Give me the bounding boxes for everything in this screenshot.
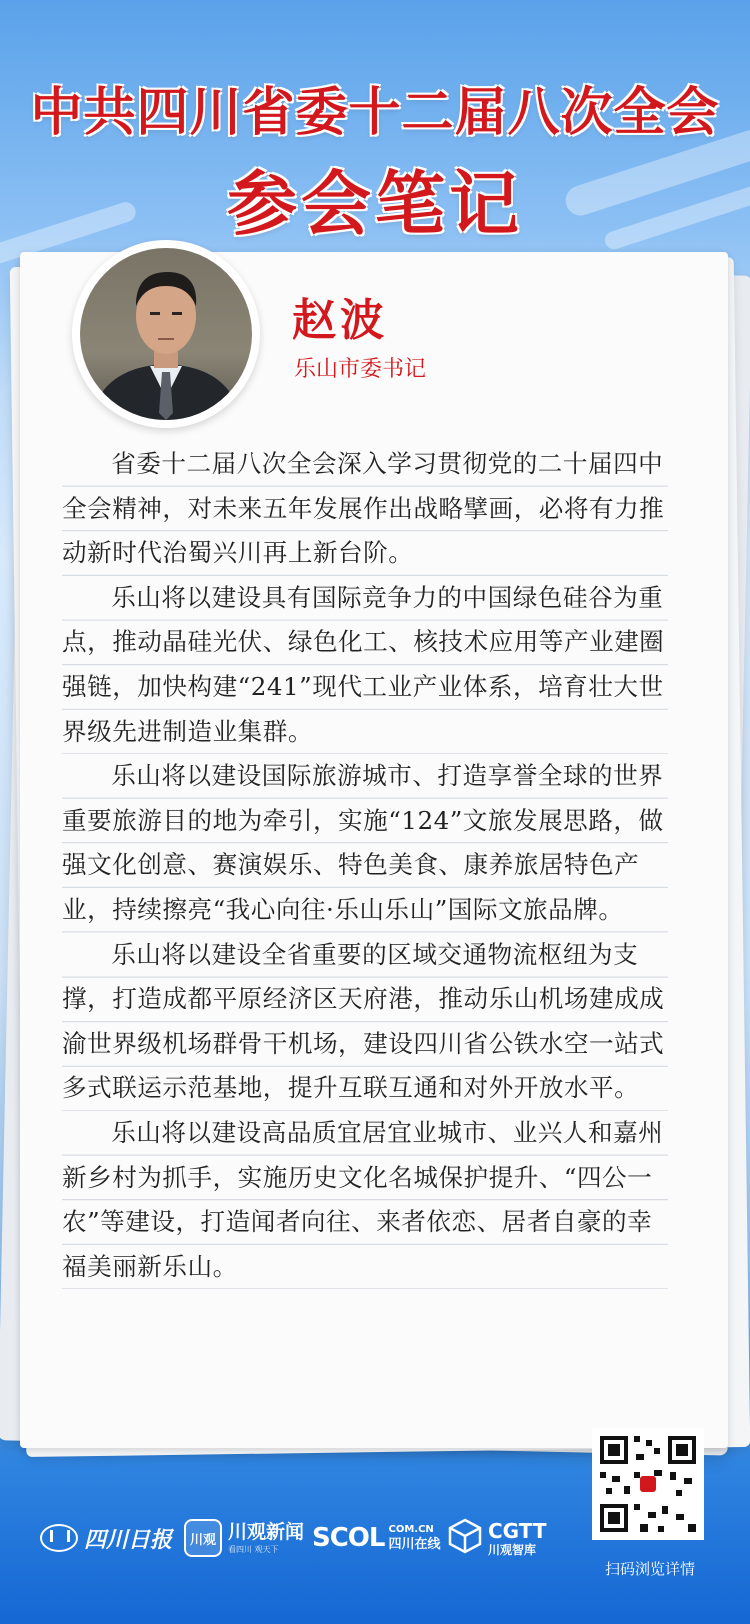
person-name: 赵波 — [292, 295, 388, 346]
scol-name: 四川在线 — [388, 1537, 441, 1552]
article-body — [62, 442, 668, 1289]
paragraph: 省委十二届八次全会深入学习贯彻党的二十届四中全会精神，对未来五年发展作出战略擘画，必将有力推动新时代治蜀兴川再上新台阶。 — [62, 442, 668, 576]
portrait-photo — [80, 248, 252, 420]
scol-logo — [312, 1518, 441, 1558]
qr-code[interactable] — [592, 1428, 704, 1540]
paragraph: 乐山将以建设具有国际竞争力的中国绿色硅谷为重点，推动晶硅光伏、绿色化工、核技术应用等产业建圈强链，加快构建“241”现代工业产业体系，培育壮大世界级先进制造业集群。 — [62, 576, 668, 754]
portrait-figure — [80, 248, 252, 420]
paragraph: 乐山将以建设全省重要的区域交通物流枢纽为支撑，打造成都平原经济区天府港，推动乐山机场建成成渝世界级机场群骨干机场，建设四川省公铁水空一站式多式联运示范基地，提升互联互通和对外开放水平。 — [62, 933, 668, 1111]
qr-code-icon — [592, 1428, 704, 1540]
sichuan-daily-logo — [40, 1518, 172, 1558]
scol-domain: COM.CN — [388, 1524, 434, 1535]
headline-notes: 参会笔记 — [227, 163, 523, 245]
sichuan-daily-text: 四川日报 — [84, 1526, 173, 1553]
paragraph: 乐山将以建设高品质宜居宜业城市、业兴人和嘉州新乡村为抓手，实施历史文化名城保护提升、“四公一农”等建设，打造闻者向往、来者依恋、居者自豪的幸福美丽新乐山。 — [62, 1111, 668, 1289]
chuanguan-text: 川观新闻 — [228, 1520, 305, 1543]
scol-text: SCOL — [312, 1523, 385, 1553]
chuanguan-icon: 川观 — [184, 1519, 222, 1557]
cgtt-logo — [448, 1518, 547, 1558]
headline-meeting: 中共四川省委十二届八次全会 — [30, 83, 720, 143]
chuanguan-logo — [184, 1518, 304, 1558]
qr-caption: 扫码浏览详情 — [604, 1560, 695, 1578]
cgtt-text: CGTT — [488, 1518, 547, 1543]
qr-center-mark — [640, 1476, 656, 1492]
cgtt-name: 川观智库 — [488, 1542, 537, 1557]
chuanguan-slogan: 看四川 观天下 — [228, 1544, 279, 1554]
paragraph: 乐山将以建设国际旅游城市、打造享誉全球的世界重要旅游目的地为牵引，实施“124”文旅发展思路，做强文化创意、赛演娱乐、特色美食、康养旅居特色产业，持续擦亮“我心向往·乐山乐山”国际文旅品牌。 — [62, 754, 668, 932]
cube-icon — [448, 1518, 482, 1558]
person-title: 乐山市委书记 — [294, 357, 427, 382]
avatar — [72, 240, 260, 428]
sichuan-daily-icon — [40, 1524, 78, 1552]
